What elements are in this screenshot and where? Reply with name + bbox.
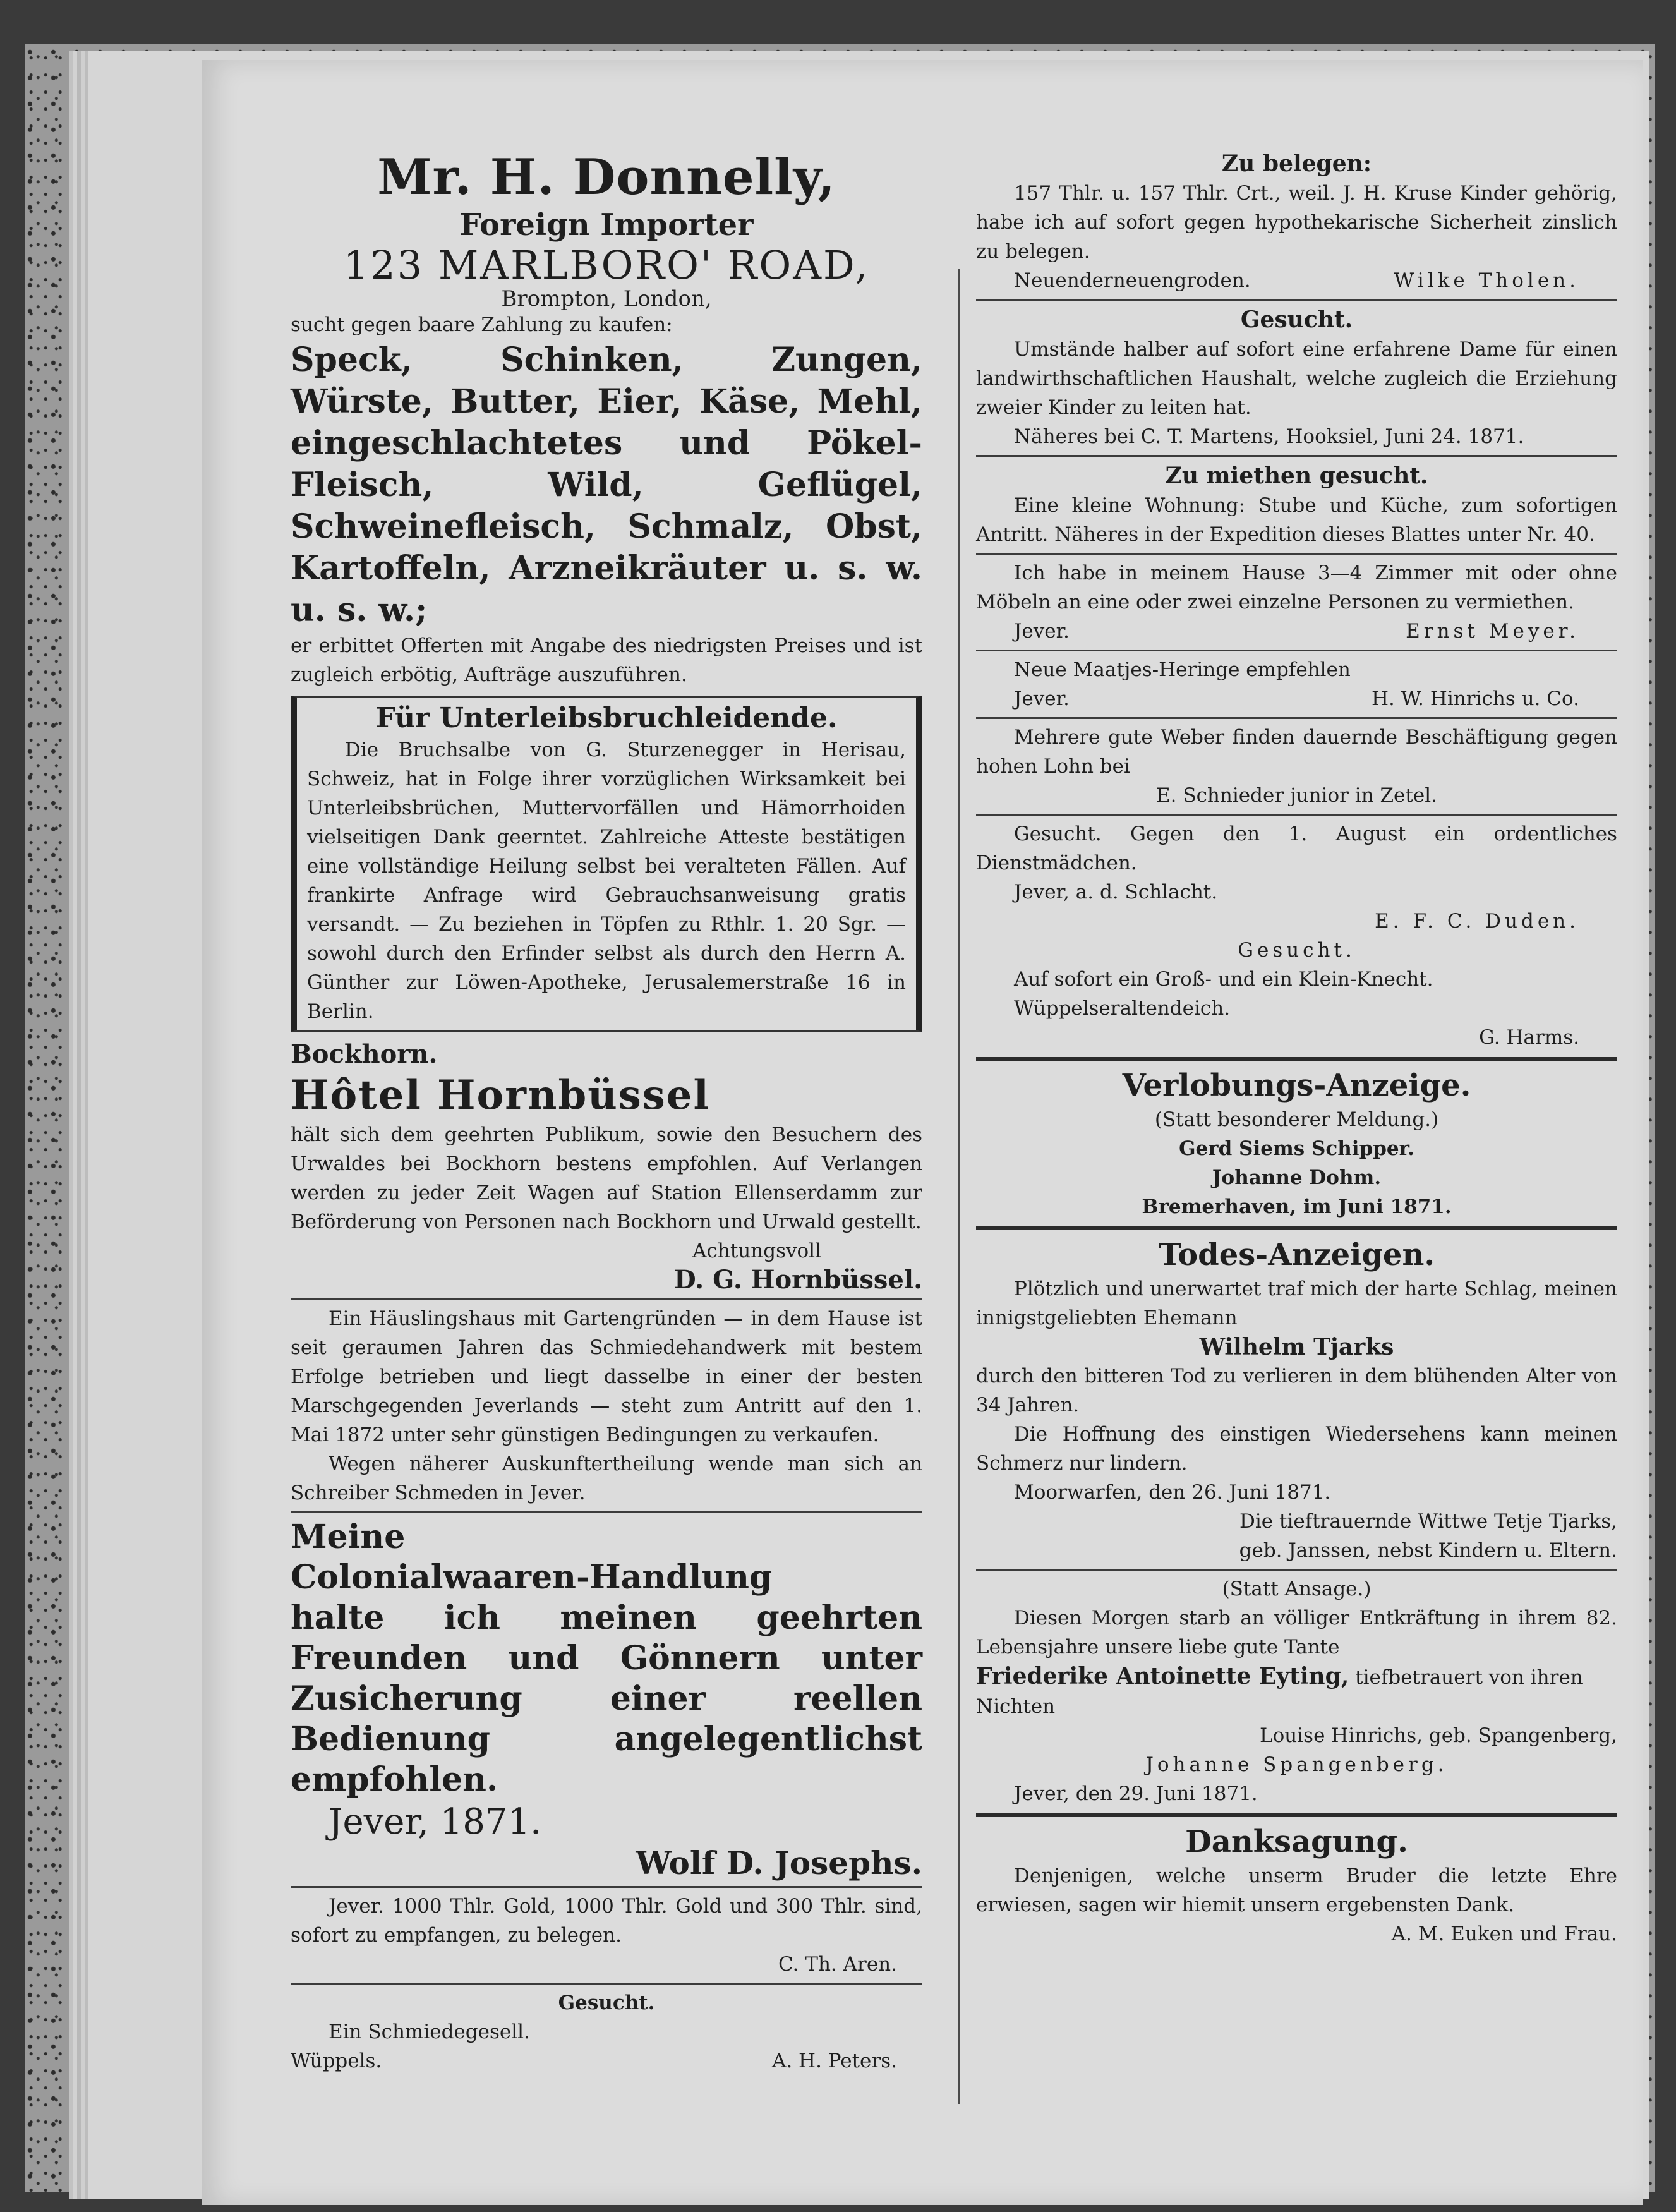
todes-name2: Friederike Antoinette Eyting, (976, 1663, 1349, 1689)
left-column (291, 148, 922, 2167)
gold-signature: C. Th. Aren. (778, 1953, 897, 1976)
ad-schmiedegesell (291, 1988, 922, 2076)
colonial-place: Jever, 1871. (329, 1801, 541, 1842)
verlobung-name2: Johanne Dohm. (1212, 1166, 1382, 1189)
ad-dienstmaedchen (976, 819, 1617, 936)
todes-text1: Plötzlich und unerwartet traf mich der harte Schlag, meinen innigstgeliebten Ehemann (976, 1278, 1617, 1329)
rule (291, 1886, 922, 1888)
heringe-text: Neue Maatjes-Heringe empfehlen (1014, 658, 1351, 681)
todes-text2: durch den bitteren Tod zu verlieren in dem blühenden Alter von 34 Jahren. (976, 1365, 1617, 1417)
heringe-signature: H. W. Hinrichs u. Co. (1372, 687, 1579, 710)
ad-haus (291, 1304, 922, 1508)
ad-dame (976, 305, 1617, 451)
ad-knecht (976, 936, 1617, 1052)
knecht-title: Gesucht. (1238, 939, 1356, 962)
donnelly-address: 123 MARLBORO' ROAD, (343, 242, 870, 288)
knecht-place: Wüppelseraltendeich. (1014, 997, 1231, 1020)
todes-sig2: geb. Janssen, nebst Kindern u. Eltern. (1239, 1539, 1617, 1562)
todes-place: Moorwarfen, den 26. Juni 1871. (1014, 1481, 1331, 1504)
miethen-title: Zu miethen gesucht. (1165, 462, 1428, 489)
weber-signature: E. Schnieder junior in Zetel. (1156, 784, 1437, 807)
zimmer-place: Jever. (1014, 620, 1070, 643)
todes-text4: Diesen Morgen starb an völliger Entkräftung in ihrem 82. Lebensjahre unsere liebe gute Tante (976, 1607, 1617, 1659)
column-divider (958, 269, 960, 2104)
todes-name: Wilhelm Tjarks (1199, 1334, 1394, 1360)
rule (976, 553, 1617, 555)
todes-sig4: Johanne Spangenberg. (1145, 1753, 1448, 1776)
verlobung-place: Bremerhaven, im Juni 1871. (1142, 1195, 1452, 1218)
ad-weber (976, 723, 1617, 810)
todes-sub2: (Statt Ansage.) (1222, 1578, 1372, 1600)
ad-miethen (976, 461, 1617, 549)
gesucht-text: Ein Schmiedegesell. (329, 2021, 530, 2043)
todes-text5: tiefbetrauert von ihren Nichten (976, 1666, 1583, 1718)
rule (976, 717, 1617, 719)
rule (976, 455, 1617, 457)
rule (976, 1569, 1617, 1571)
donnelly-outro: er erbittet Offerten mit Angabe des niedrigsten Preises und ist zugleich erbötig, Aufträge auszuführen. (291, 634, 922, 686)
rule (976, 1057, 1617, 1061)
zimmer-text: Ich habe in meinem Hause 3—4 Zimmer mit oder ohne Möbeln an eine oder zwei einzelne Personen zu vermiethen. (976, 562, 1617, 613)
todes-sig1: Die tieftrauernde Wittwe Tetje Tjarks, (1239, 1510, 1617, 1533)
gold-text: Jever. 1000 Thlr. Gold, 1000 Thlr. Gold und 300 Thlr. sind, sofort zu empfangen, zu belegen. (291, 1895, 922, 1947)
dank-text: Denjenigen, welche unserm Bruder die letzte Ehre erwiesen, sagen wir hiemit unsern ergebensten Dank. (976, 1864, 1617, 1916)
todes-sig3: Louise Hinrichs, geb. Spangenberg, (1260, 1724, 1617, 1747)
weber-text: Mehrere gute Weber finden dauernde Beschäftigung gegen hohen Lohn bei (976, 726, 1617, 778)
dienst-text: Gesucht. Gegen den 1. August ein ordentliches Dienstmädchen. (976, 823, 1617, 874)
todes-title: Todes-Anzeigen. (1158, 1237, 1435, 1272)
todes-text3: Die Hoffnung des einstigen Wiedersehens kann meinen Schmerz nur lindern. (976, 1423, 1617, 1475)
zimmer-signature: Ernst Meyer. (1406, 620, 1579, 643)
belegen-title: Zu belegen: (1221, 150, 1372, 177)
colonial-text: halte ich meinen geehrten Freunden und Gönnern unter Zusicherung einer reellen Bedienung angelegentlichst empfohlen. (291, 1599, 922, 1799)
verlobung-title: Verlobungs-Anzeige. (1122, 1068, 1471, 1103)
right-column (976, 148, 1617, 2167)
haus-text: Ein Häuslingshaus mit Gartengründen — in dem Hause ist seit geraumen Jahren das Schmiedehandwerk mit bestem Erfolge betrieben und liegt dasselbe in einer der besten Marschgegenden Jeverlands — steht zum Antritt auf den 1. Mai 1872 unter sehr günstigen Bedingungen zu verkaufen. (291, 1307, 922, 1446)
newspaper-page (202, 60, 1643, 2205)
rule (291, 1983, 922, 1985)
dame-text: Umstände halber auf sofort eine erfahrene Dame für einen landwirthschaftlichen Haushalt, welche zugleich die Erziehung zweier Kinder zu leiten hat. (976, 338, 1617, 419)
donnelly-goods: Speck, Schinken, Zungen, Würste, Butter, Eier, Käse, Mehl, eingeschlachtetes und Pökel-Fleisch, Wild, Geflügel, Schweinefleisch, Schmalz, Obst, Kartoffeln, Arzneikräuter u. s. w. u. s. w.; (291, 341, 922, 629)
rule (291, 1298, 922, 1300)
rule (976, 1813, 1617, 1817)
hotel-name: Hôtel Hornbüssel (291, 1072, 710, 1119)
hotel-place: Bockhorn. (291, 1039, 438, 1069)
colonial-meine: Meine (291, 1518, 406, 1556)
belegen-text: 157 Thlr. u. 157 Thlr. Crt., weil. J. H. Kruse Kinder gehörig, habe ich auf sofort gegen hypothekarische Sicherheit zinslich zu belegen. (976, 182, 1617, 263)
gesucht-signature: A. H. Peters. (771, 2050, 897, 2072)
bruch-title: Für Unterleibsbruchleidende. (375, 702, 838, 734)
donnelly-name: Mr. H. Donnelly, (377, 148, 836, 206)
donnelly-intro: sucht gegen baare Zahlung zu kaufen: (291, 313, 673, 336)
verlobung-name1: Gerd Siems Schipper. (1179, 1137, 1414, 1160)
ad-verlobung (976, 1066, 1617, 1221)
belegen-place: Neuenderneuengroden. (1014, 269, 1251, 292)
colonial-signature: Wolf D. Josephs. (636, 1844, 922, 1882)
dank-signature: A. M. Euken und Frau. (1391, 1923, 1617, 1945)
gesucht-place: Wüppels. (291, 2050, 382, 2072)
ad-zimmer (976, 559, 1617, 646)
ad-hotel (291, 1038, 922, 1295)
ad-gold (291, 1892, 922, 1979)
ad-donnelly (291, 148, 922, 689)
ad-todes (976, 1235, 1617, 1808)
bruch-text: Die Bruchsalbe von G. Sturzenegger in Herisau, Schweiz, hat in Folge ihrer vorzüglichen Wirksamkeit bei Unterleibsbrüchen, Muttervorfällen und Hämorrhoiden vielseitigen Dank geerntet. Zahlreiche Atteste bestätigen eine vollständige Heilung selbst bei veralteten Fällen. Auf frankirte Anfrage wird Gebrauchsanweisung gratis versandt. — Zu beziehen in Töpfen zu Rthlr. 1. 20 Sgr. — sowohl durch den Erfinder selbst als durch den Herrn A. Günther zur Löwen-Apotheke, Jerusalemerstraße 16 in Berlin. (307, 739, 906, 1023)
verlobung-sub: (Statt besonderer Meldung.) (1154, 1108, 1439, 1131)
knecht-text: Auf sofort ein Groß- und ein Klein-Knecht. (1014, 968, 1433, 991)
ad-dank (976, 1822, 1617, 1949)
ad-colonial (291, 1517, 922, 1882)
donnelly-title: Foreign Importer (459, 207, 754, 243)
hotel-text: hält sich dem geehrten Publikum, sowie den Besuchern des Urwaldes bei Bockhorn bestens empfohlen. Auf Verlangen werden zu jeder Zeit Wagen auf Station Ellenserdamm zur Beförderung von Personen nach Bockhorn und Urwald gestellt. (291, 1123, 922, 1233)
belegen-signature: Wilke Tholen. (1394, 269, 1579, 292)
dame-title: Gesucht. (1240, 306, 1353, 333)
dame-text2: Näheres bei C. T. Martens, Hooksiel, Juni 24. 1871. (1014, 425, 1524, 448)
hotel-signature: D. G. Hornbüssel. (674, 1265, 922, 1295)
dienst-place: Jever, a. d. Schlacht. (1014, 881, 1218, 904)
knecht-signature: G. Harms. (1479, 1026, 1579, 1049)
heringe-place: Jever. (1014, 687, 1070, 710)
rule (291, 1511, 922, 1513)
dank-title: Danksagung. (1185, 1824, 1408, 1859)
ad-belegen (976, 148, 1617, 295)
ad-bruchsalbe (291, 696, 922, 1032)
dienst-signature: E. F. C. Duden. (1375, 910, 1579, 933)
miethen-text: Eine kleine Wohnung: Stube und Küche, zum sofortigen Antritt. Näheres in der Expedition dieses Blattes unter Nr. 40. (976, 494, 1617, 546)
hotel-closing: Achtungsvoll (692, 1240, 821, 1262)
rule (976, 299, 1617, 301)
gesucht-title: Gesucht. (558, 1991, 655, 2014)
colonial-shop: Colonialwaaren-Handlung (291, 1558, 773, 1597)
donnelly-city: Brompton, London, (501, 286, 712, 311)
rule (976, 814, 1617, 816)
haus-text2: Wegen näherer Auskunftertheilung wende man sich an Schreiber Schmeden in Jever. (291, 1453, 922, 1504)
rule (976, 650, 1617, 651)
rule (976, 1226, 1617, 1230)
todes-place2: Jever, den 29. Juni 1871. (1014, 1782, 1258, 1805)
ad-heringe (976, 655, 1617, 713)
